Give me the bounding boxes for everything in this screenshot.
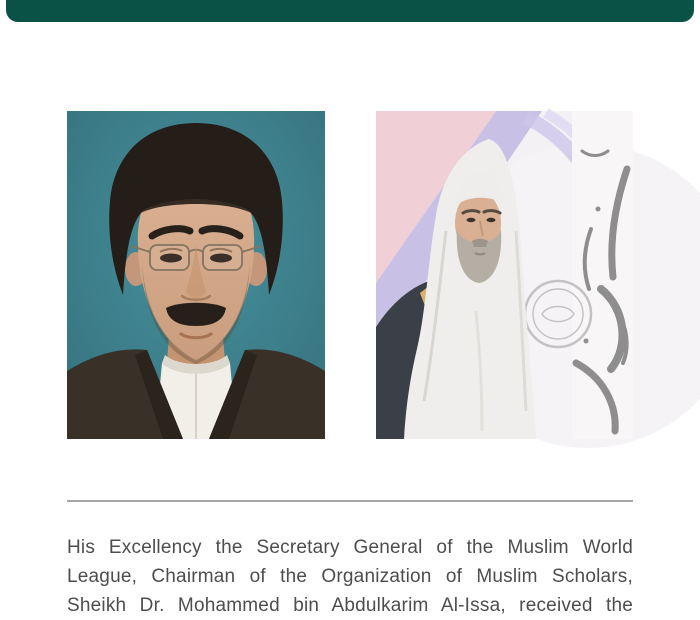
section-divider — [67, 500, 633, 502]
portrait-photo-left — [67, 111, 325, 439]
article-line-3: Sheikh Dr. Mohammed bin Abdulkarim Al-Issa, received the — [67, 595, 633, 616]
article-line-1: His Excellency the Secretary General of the Muslim World — [67, 537, 633, 558]
header-bar — [6, 0, 694, 22]
article-line-2: League, Chairman of the Organization of Muslim Scholars, — [67, 566, 633, 587]
portrait-right-illustration — [376, 111, 633, 439]
portrait-left-illustration — [67, 111, 325, 439]
article-text — [67, 533, 633, 620]
portrait-photo-right — [376, 111, 633, 439]
photos-row — [0, 111, 700, 439]
